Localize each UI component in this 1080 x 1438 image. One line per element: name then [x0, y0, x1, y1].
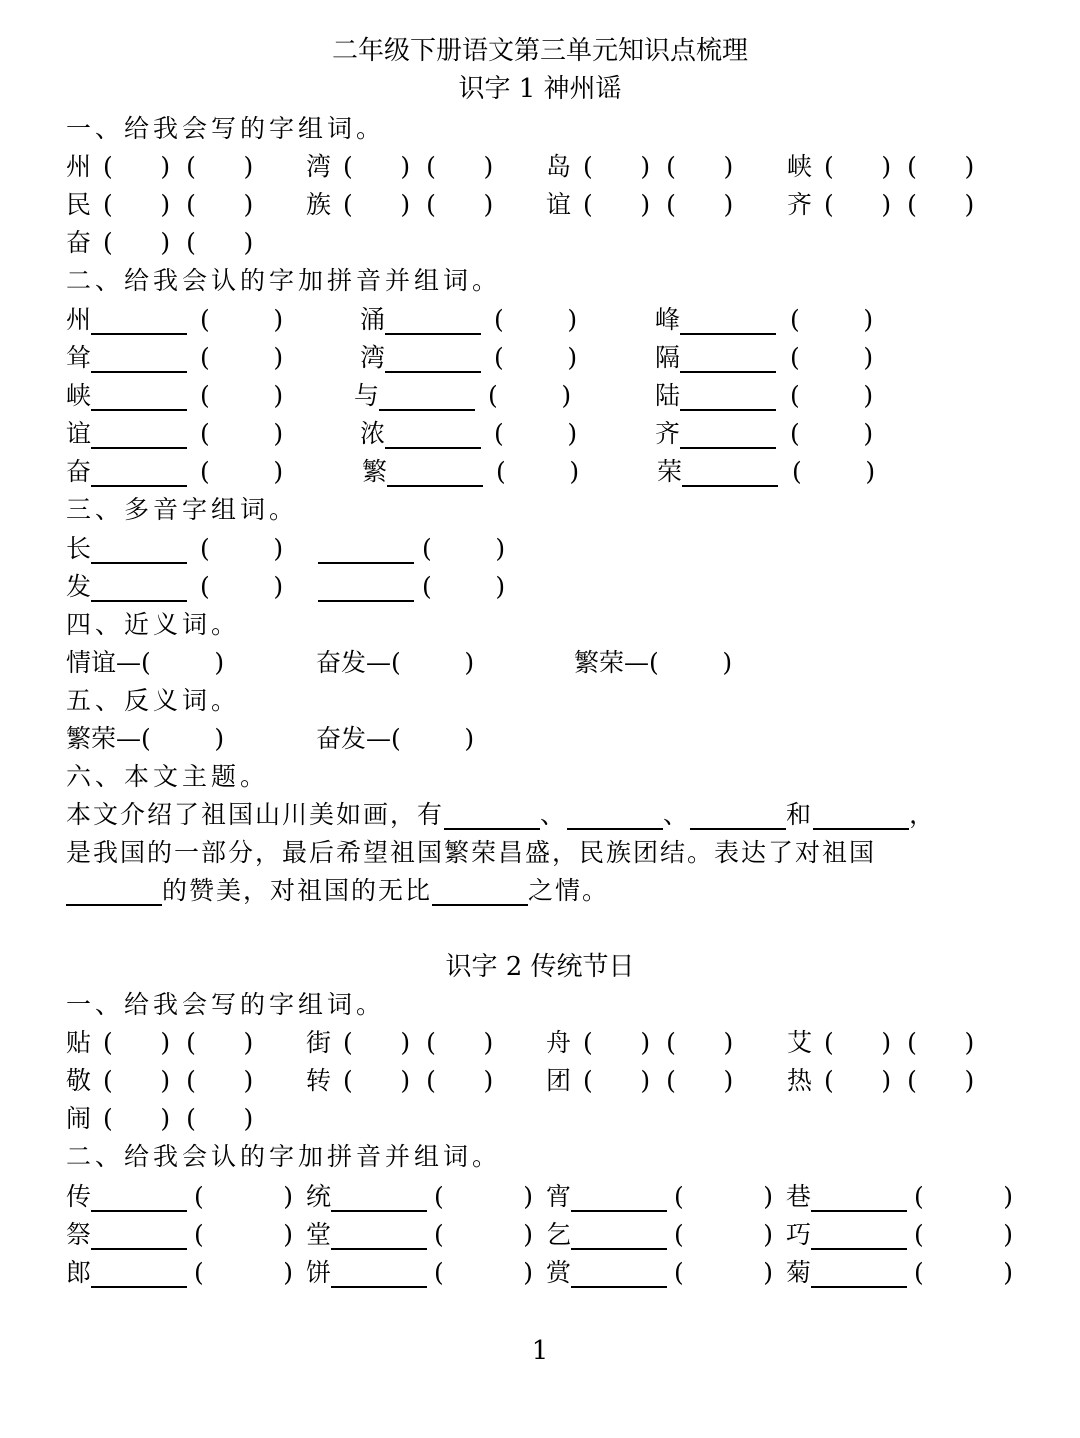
word-parens[interactable]: ( )	[200, 343, 284, 372]
l1-s2-char: 齐	[655, 419, 681, 448]
pinyin-blank[interactable]	[91, 383, 187, 411]
l1-s2-char: 峡	[66, 381, 92, 410]
word-parens[interactable]: ( )	[674, 1182, 773, 1211]
l2-s2-char: 祭	[66, 1220, 92, 1249]
separator: 、	[540, 800, 568, 829]
pinyin-blank[interactable]	[91, 536, 187, 564]
l1-s3-heading: 三、多音字组词。	[66, 495, 299, 524]
l1-s1-char: 奋	[66, 228, 92, 257]
word-parens[interactable]: ( )	[194, 1182, 293, 1211]
pinyin-blank[interactable]	[331, 1184, 427, 1212]
pinyin-blank[interactable]	[682, 459, 778, 487]
pinyin-blank[interactable]	[91, 1184, 187, 1212]
l1-s2-char: 隔	[655, 343, 681, 372]
l2-s2-char: 郎	[66, 1258, 92, 1287]
l1-s1-char: 谊	[546, 190, 572, 219]
polyphone-char: 发	[66, 572, 92, 601]
pinyin-blank[interactable]	[680, 421, 776, 449]
l1-s2-char: 谊	[66, 419, 92, 448]
word-parens[interactable]: ( )	[488, 381, 572, 410]
l1-s1-parens: ( ) ( )	[343, 152, 494, 181]
word-parens[interactable]: ( )	[434, 1182, 533, 1211]
l1-s2-char: 奋	[66, 457, 92, 486]
word-parens[interactable]: ( )	[434, 1220, 533, 1249]
word-parens[interactable]: ( )	[792, 457, 876, 486]
l1-s1-parens: ( ) ( )	[824, 152, 975, 181]
word-parens[interactable]: ( )	[194, 1220, 293, 1249]
pinyin-blank[interactable]	[91, 1222, 187, 1250]
l1-s1-char: 峡	[787, 152, 813, 181]
pinyin-blank[interactable]	[331, 1260, 427, 1288]
l2-s2-char: 堂	[306, 1220, 332, 1249]
word-parens[interactable]: ( )	[391, 648, 475, 677]
pinyin-blank[interactable]	[571, 1222, 667, 1250]
word-parens[interactable]: ( )	[914, 1258, 1013, 1287]
l2-s1-parens: ( ) ( )	[824, 1066, 975, 1095]
l2-s1-char: 敬	[66, 1066, 92, 1095]
word-parens[interactable]: ( )	[914, 1182, 1013, 1211]
word-parens[interactable]: ( )	[790, 381, 874, 410]
pinyin-blank[interactable]	[91, 574, 187, 602]
word-parens[interactable]: ( )	[649, 648, 733, 677]
l1-s1-char: 齐	[787, 190, 813, 219]
l2-s1-char: 闹	[66, 1104, 92, 1133]
word-parens[interactable]: ( )	[200, 534, 284, 563]
l1-s2-heading: 二、给我会认的字加拼音并组词。	[66, 266, 502, 295]
fill-blank[interactable]	[567, 802, 663, 830]
word-parens[interactable]: ( )	[200, 305, 284, 334]
page-title: 二年级下册语文第三单元知识点梳理	[331, 36, 748, 66]
word-parens[interactable]: ( )	[141, 724, 225, 753]
l2-s1-parens: ( ) ( )	[583, 1066, 734, 1095]
l2-s1-char: 街	[306, 1028, 332, 1057]
separator: 、	[663, 800, 691, 829]
antonym-item: 奋发—	[316, 724, 392, 753]
l2-s1-char: 热	[787, 1066, 813, 1095]
pinyin-blank[interactable]	[318, 574, 414, 602]
pinyin-blank[interactable]	[680, 345, 776, 373]
l1-s1-parens: ( ) ( )	[343, 190, 494, 219]
word-parens[interactable]: ( )	[200, 572, 284, 601]
pinyin-blank[interactable]	[680, 307, 776, 335]
l1-s2-char: 荣	[657, 457, 683, 486]
l1-s1-heading: 一、给我会写的字组词。	[66, 114, 386, 143]
l1-s6-heading: 六、本文主题。	[66, 762, 270, 791]
word-parens[interactable]: ( )	[790, 419, 874, 448]
pinyin-blank[interactable]	[91, 307, 187, 335]
word-parens[interactable]: ( )	[914, 1220, 1013, 1249]
l1-s2-char: 浓	[360, 419, 386, 448]
word-parens[interactable]: ( )	[200, 381, 284, 410]
l1-s1-parens: ( ) ( )	[583, 152, 734, 181]
word-parens[interactable]: ( )	[790, 343, 874, 372]
word-parens[interactable]: ( )	[391, 724, 475, 753]
theme-text: 之情。	[528, 876, 610, 905]
word-parens[interactable]: ( )	[494, 305, 578, 334]
word-parens[interactable]: ( )	[674, 1220, 773, 1249]
fill-blank[interactable]	[432, 878, 528, 906]
l2-s2-char: 饼	[306, 1258, 332, 1287]
pinyin-blank[interactable]	[91, 1260, 187, 1288]
pinyin-blank[interactable]	[385, 421, 481, 449]
word-parens[interactable]: ( )	[194, 1258, 293, 1287]
pinyin-blank[interactable]	[385, 345, 481, 373]
conjunction: 和	[786, 800, 814, 829]
word-parens[interactable]: ( )	[422, 534, 506, 563]
word-parens[interactable]: ( )	[674, 1258, 773, 1287]
l2-s1-parens: ( ) ( )	[343, 1028, 494, 1057]
l1-s2-char: 繁	[362, 457, 388, 486]
antonym-item: 繁荣—	[66, 724, 142, 753]
pinyin-blank[interactable]	[379, 383, 475, 411]
synonym-item: 繁荣—	[574, 648, 650, 677]
word-parens[interactable]: ( )	[790, 305, 874, 334]
l1-s1-parens: ( ) ( )	[103, 228, 254, 257]
l2-s2-heading: 二、给我会认的字加拼音并组词。	[66, 1142, 502, 1171]
pinyin-blank[interactable]	[811, 1222, 907, 1250]
synonym-item: 奋发—	[316, 648, 392, 677]
pinyin-blank[interactable]	[680, 383, 776, 411]
synonym-item: 情谊—	[66, 648, 142, 677]
fill-blank[interactable]	[444, 802, 540, 830]
l2-s2-char: 统	[306, 1182, 332, 1211]
l1-s1-parens: ( ) ( )	[583, 190, 734, 219]
word-parens[interactable]: ( )	[422, 572, 506, 601]
l2-s2-char: 菊	[786, 1258, 812, 1287]
l1-s1-char: 民	[66, 190, 92, 219]
l2-s2-char: 传	[66, 1182, 92, 1211]
word-parens[interactable]: ( )	[496, 457, 580, 486]
l1-s1-char: 湾	[306, 152, 332, 181]
pinyin-blank[interactable]	[385, 307, 481, 335]
word-parens[interactable]: ( )	[494, 419, 578, 448]
l2-s1-parens: ( ) ( )	[103, 1066, 254, 1095]
l1-s2-char: 耸	[66, 343, 92, 372]
pinyin-blank[interactable]	[91, 421, 187, 449]
pinyin-blank[interactable]	[571, 1184, 667, 1212]
l2-s1-parens: ( ) ( )	[103, 1028, 254, 1057]
l2-s2-char: 赏	[546, 1258, 572, 1287]
polyphone-char: 长	[66, 534, 92, 563]
fill-blank[interactable]	[690, 802, 786, 830]
fill-blank[interactable]	[813, 802, 909, 830]
theme-text: 本文介绍了祖国山川美如画，有	[66, 800, 445, 829]
l1-s2-char: 陆	[655, 381, 681, 410]
word-parens[interactable]: ( )	[494, 343, 578, 372]
l1-s1-char: 岛	[546, 152, 572, 181]
pinyin-blank[interactable]	[91, 345, 187, 373]
l2-s1-char: 舟	[546, 1028, 572, 1057]
fill-blank[interactable]	[66, 878, 162, 906]
pinyin-blank[interactable]	[811, 1184, 907, 1212]
l1-s1-parens: ( ) ( )	[103, 152, 254, 181]
page-number: 1	[531, 1336, 549, 1366]
l2-s1-char: 贴	[66, 1028, 92, 1057]
word-parens[interactable]: ( )	[200, 457, 284, 486]
l1-s1-char: 族	[306, 190, 332, 219]
l1-s2-char: 涌	[360, 305, 386, 334]
theme-text: 是我国的一部分，最后希望祖国繁荣昌盛，民族团结。表达了对祖国	[66, 838, 877, 867]
comma: ，	[909, 800, 937, 829]
l2-s1-char: 团	[546, 1066, 572, 1095]
l2-s1-parens: ( ) ( )	[583, 1028, 734, 1057]
pinyin-blank[interactable]	[387, 459, 483, 487]
pinyin-blank[interactable]	[91, 459, 187, 487]
l1-s2-char: 州	[66, 305, 92, 334]
l2-s1-char: 转	[306, 1066, 332, 1095]
lesson1-title: 识字 1 神州谣	[458, 74, 622, 104]
l2-s2-char: 巷	[786, 1182, 812, 1211]
l2-s1-parens: ( ) ( )	[824, 1028, 975, 1057]
l2-s1-char: 艾	[787, 1028, 813, 1057]
l1-s5-heading: 五、反义词。	[66, 686, 241, 715]
l1-s2-char: 湾	[360, 343, 386, 372]
lesson2-title: 识字 2 传统节日	[445, 952, 635, 982]
l2-s1-heading: 一、给我会写的字组词。	[66, 990, 386, 1019]
l2-s2-char: 宵	[546, 1182, 572, 1211]
l1-s1-char: 州	[66, 152, 92, 181]
pinyin-blank[interactable]	[318, 536, 414, 564]
theme-text: 的赞美，对祖国的无比	[162, 876, 433, 905]
pinyin-blank[interactable]	[331, 1222, 427, 1250]
l1-s1-parens: ( ) ( )	[103, 190, 254, 219]
pinyin-blank[interactable]	[571, 1260, 667, 1288]
word-parens[interactable]: ( )	[434, 1258, 533, 1287]
word-parens[interactable]: ( )	[200, 419, 284, 448]
l2-s2-char: 乞	[546, 1220, 572, 1249]
word-parens[interactable]: ( )	[141, 648, 225, 677]
l2-s1-parens: ( ) ( )	[103, 1104, 254, 1133]
l2-s2-char: 巧	[786, 1220, 812, 1249]
l1-s1-parens: ( ) ( )	[824, 190, 975, 219]
l1-s4-heading: 四、近义词。	[66, 610, 241, 639]
pinyin-blank[interactable]	[811, 1260, 907, 1288]
l2-s1-parens: ( ) ( )	[343, 1066, 494, 1095]
l1-s2-char: 峰	[655, 305, 681, 334]
l1-s2-char: 与	[354, 381, 380, 410]
